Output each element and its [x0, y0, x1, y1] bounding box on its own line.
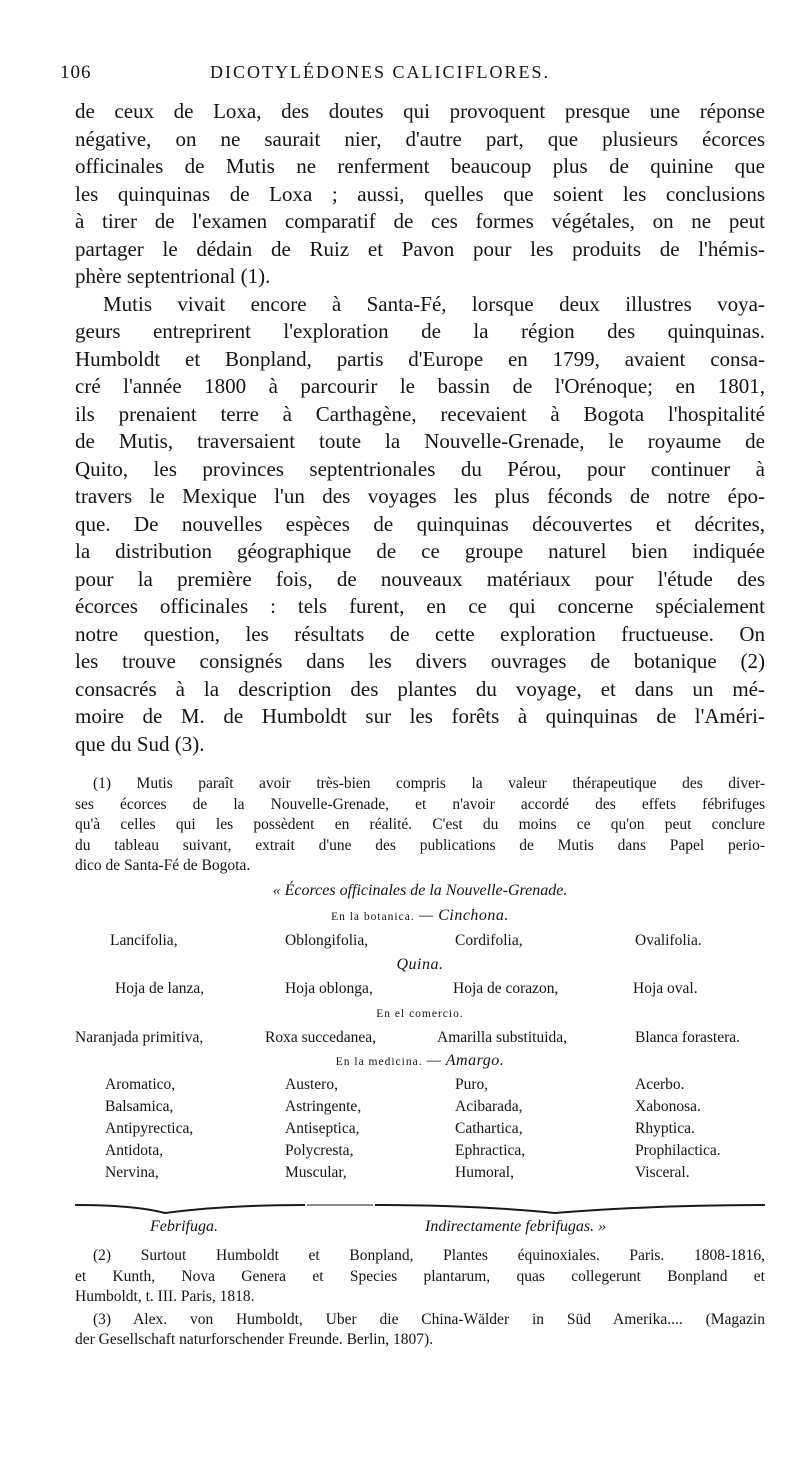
section-heading-botanica: [75, 907, 765, 925]
text-line: ils prenaient terre à Carthagène, recevaient à Bogota l'hospitalité: [75, 401, 765, 426]
table-cell: Blanca forastera.: [635, 1029, 740, 1046]
table-cell: Xabonosa.: [635, 1098, 701, 1115]
table-title: « Écorces officinales de la Nouvelle-Grenade.: [272, 882, 568, 899]
text-line: à tirer de l'examen comparatif de ces formes végétales, on ne peut: [75, 209, 765, 233]
table-cell: Hoja oblonga,: [285, 980, 373, 997]
section-term: Quina.: [396, 956, 444, 973]
table-row-medicina: [75, 1098, 765, 1120]
table-cell: Ephractica,: [455, 1142, 526, 1159]
text-line: travers le Mexique l'un des voyages les plus féconds de notre épo-: [75, 484, 765, 508]
table-cell: Roxa succedanea,: [265, 1029, 377, 1046]
text-line: de ceux de Loxa, des doutes qui provoquent presque une réponse: [75, 99, 765, 123]
table-cell: Muscular,: [285, 1164, 347, 1181]
table-cell: Astringente,: [285, 1098, 362, 1115]
table-cell: Amarilla substituida,: [437, 1029, 568, 1046]
table-cell: Cathartica,: [455, 1120, 523, 1137]
text-line: Quito, les provinces septentrionales du Pérou, pour continuer à: [75, 456, 765, 481]
table-cell: Aromatico,: [105, 1076, 176, 1093]
table-row-botanica: [75, 932, 765, 954]
table-row-medicina: [75, 1076, 765, 1098]
section-heading-quina: [75, 956, 765, 974]
table-cell: Hoja de corazon,: [453, 980, 559, 997]
table-cell: Acibarada,: [455, 1098, 523, 1115]
table-cell: Cordifolia,: [455, 932, 523, 949]
table-cell: Puro,: [455, 1076, 489, 1093]
section-heading-comercio: [75, 1005, 765, 1022]
table-row-quina: [75, 980, 765, 1002]
text-line: la distribution géographique de ce groupe naturel bien indiquée: [75, 539, 765, 563]
table-cell: Balsamica,: [105, 1098, 174, 1115]
table-cell: Rhyptica.: [635, 1120, 695, 1137]
footnote-line: du tableau suivant, extrait d'une des publications de Mutis dans Papel perio-: [75, 836, 765, 854]
section-term: — Cinchona.: [418, 907, 509, 924]
text-line: notre question, les résultats de cette exploration fructueuse. On: [75, 621, 765, 646]
brace-rule: [75, 1203, 765, 1215]
section-label: En el comercio.: [376, 1008, 464, 1020]
text-line: cré l'année 1800 à parcourir le bassin de l'Orénoque; en 1801,: [75, 374, 765, 398]
table-cell: Acerbo.: [635, 1076, 685, 1093]
table-cell: Ovalifolia.: [635, 932, 702, 949]
main-text: [75, 98, 765, 758]
table-cell: Oblongifolia,: [285, 932, 369, 949]
text-line: négative, on ne saurait nier, d'autre part, que plusieurs écorces: [75, 126, 765, 151]
table-cell: Nervina,: [105, 1164, 159, 1181]
table-cell: Antiseptica,: [285, 1120, 360, 1137]
text-line: officinales de Mutis ne renferment beaucoup plus de quinine que: [75, 154, 765, 178]
text-line: Humboldt et Bonpland, partis d'Europe en 1799, avaient consa-: [75, 346, 765, 371]
bracket-caption-right: Indirectamente febrifugas. »: [425, 1218, 607, 1235]
table-row-comercio: [75, 1029, 765, 1051]
text-line: écorces officinales : tels furent, en ce qui concerne spécialement: [75, 594, 765, 618]
footnote-line: qu'à celles qui les possèdent en réalité. C'est du moins ce qu'on peut conclure: [75, 816, 765, 833]
table-row-medicina: [75, 1120, 765, 1142]
section-label: En la medicina.: [335, 1056, 423, 1068]
footnote-1: [75, 774, 765, 877]
footnote-line: ses écorces de la Nouvelle-Grenade, et n'avoir accordé des effets fébrifuges: [75, 795, 765, 813]
text-line: Mutis vivait encore à Santa-Fé, lorsque deux illustres voya-: [103, 291, 765, 316]
table-cell: Visceral.: [635, 1164, 690, 1181]
footnote-line: (2) Surtout Humboldt et Bonpland, Plantes équinoxiales. Paris. 1808-1816,: [93, 1247, 765, 1264]
footnotes-2-3: [75, 1246, 765, 1351]
table-cell: Hoja de lanza,: [115, 980, 205, 997]
table-cell: Hoja oval.: [633, 980, 698, 997]
table-cell: Antipyrectica,: [105, 1120, 194, 1137]
table-row-medicina: [75, 1164, 765, 1186]
footnote-line: Humboldt, t. III. Paris, 1818.: [75, 1288, 255, 1305]
text-line: geurs entreprirent l'exploration de la région des quinquinas.: [75, 319, 765, 343]
section-heading-medicina: [75, 1052, 765, 1070]
section-label: En la botanica.: [331, 911, 415, 923]
page-number: 106: [60, 62, 92, 83]
text-line: les quinquinas de Loxa ; aussi, quelles que soient les conclusions: [75, 181, 765, 206]
table-row-medicina: [75, 1142, 765, 1164]
table-cell: Antidota,: [105, 1142, 164, 1159]
table-cell: Lancifolia,: [110, 932, 178, 949]
footnote-line: der Gesellschaft naturforschender Freunde. Berlin, 1807).: [75, 1331, 434, 1348]
table-cell: Naranjada primitiva,: [75, 1029, 204, 1046]
text-line: que. De nouvelles espèces de quinquinas découvertes et décrites,: [75, 511, 765, 536]
text-line: phère septentrional (1).: [75, 264, 271, 288]
text-line: consacrés à la description des plantes du voyage, et dans un mé-: [75, 676, 765, 701]
page-header: [60, 62, 760, 88]
running-head: DICOTYLÉDONES CALICIFLORES.: [210, 62, 550, 82]
text-line: partager le dédain de Ruiz et Pavon pour les produits de l'hémis-: [75, 236, 765, 261]
text-line: de Mutis, traversaient toute la Nouvelle-Grenade, le royaume de: [75, 429, 765, 453]
table-cell: Polycresta,: [285, 1142, 354, 1159]
footnote-line: (1) Mutis paraît avoir très-bien compris la valeur thérapeutique des diver-: [93, 775, 765, 792]
table-cell: Humoral,: [455, 1164, 514, 1181]
text-line: les trouve consignés dans les divers ouvrages de botanique (2): [75, 649, 765, 673]
footnote-line: et Kunth, Nova Genera et Species plantarum, quas collegerunt Bonpland et: [75, 1267, 765, 1285]
table-cell: Prophilactica.: [635, 1142, 721, 1159]
table-cell: Austero,: [285, 1076, 338, 1093]
text-line: pour la première fois, de nouveaux matériaux pour l'étude des: [75, 566, 765, 591]
text-line: que du Sud (3).: [75, 731, 205, 756]
section-term: — Amargo.: [426, 1052, 505, 1069]
text-line: moire de M. de Humboldt sur les forêts à quinquinas de l'Améri-: [75, 704, 765, 728]
footnote-line: dico de Santa-Fé de Bogota.: [75, 857, 251, 874]
bracket-caption-left: Febrifuga.: [150, 1218, 218, 1235]
footnote-line: (3) Alex. von Humboldt, Uber die China-Wälder in Süd Amerika.... (Magazin: [93, 1310, 765, 1328]
